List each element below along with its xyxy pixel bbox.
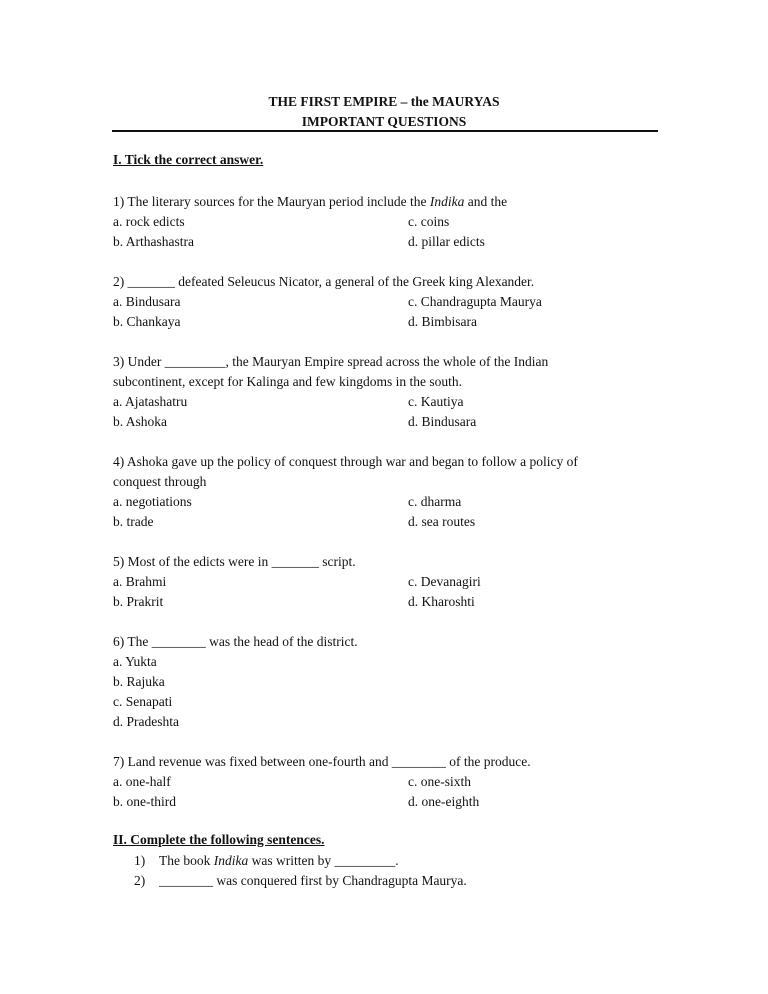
question-1-option-d: d. pillar edicts — [408, 234, 485, 249]
question-4-line-1: 4) Ashoka gave up the policy of conquest through war and began to follow a policy of — [113, 454, 578, 469]
question-2-option-a: a. Bindusara — [113, 294, 181, 309]
sentence-italic: Indika — [213, 853, 249, 868]
section-heading-2: II. Complete the following sentences. — [113, 832, 325, 847]
question-5-option-b: b. Prakrit — [113, 594, 164, 609]
title-divider — [112, 130, 658, 132]
title-block — [0, 92, 768, 132]
question-7: 7) Land revenue was fixed between one-fourth and ________ of the produce. — [113, 754, 531, 769]
question-4-option-a: a. negotiations — [113, 494, 192, 509]
sentence-text-pre: ________ was conquered first by Chandragupta Maurya. — [159, 873, 467, 888]
question-3-line-1: 3) Under _________, the Mauryan Empire spread across the whole of the Indian — [113, 354, 549, 369]
document-title: THE FIRST EMPIRE – the MAURYAS — [268, 94, 500, 109]
question-2-option-c: c. Chandragupta Maurya — [408, 294, 542, 309]
question-3-option-a: a. Ajatashatru — [113, 394, 188, 409]
question-2-option-d: d. Bimbisara — [408, 314, 477, 329]
section-heading-1: I. Tick the correct answer. — [113, 152, 264, 167]
question-3-option-c: c. Kautiya — [408, 394, 464, 409]
question-3-option-d: d. Bindusara — [408, 414, 477, 429]
question-4-option-b: b. trade — [113, 514, 154, 529]
question-4-option-c: c. dharma — [408, 494, 462, 509]
question-6: 6) The ________ was the head of the district. — [113, 634, 358, 649]
question-6-option-a: a. Yukta — [113, 654, 157, 669]
sentence-item — [134, 851, 399, 871]
question-1-option-b: b. Arthashastra — [113, 234, 194, 249]
question-1-text-post: and the — [464, 194, 508, 209]
question-5-option-a: a. Brahmi — [113, 574, 167, 589]
sentence-item — [134, 871, 467, 891]
sentence-number: 1) — [134, 853, 146, 868]
question-7-option-c: c. one-sixth — [408, 774, 471, 789]
question-2-option-b: b. Chankaya — [113, 314, 181, 329]
question-5-option-c: c. Devanagiri — [408, 574, 481, 589]
question-1-text-pre: 1) The literary sources for the Mauryan period include the — [113, 194, 430, 209]
sentence-text-pre: The book — [159, 853, 214, 868]
question-6-option-c: c. Senapati — [113, 694, 173, 709]
question-3-option-b: b. Ashoka — [113, 414, 167, 429]
document-subtitle: IMPORTANT QUESTIONS — [301, 114, 467, 129]
question-7-option-b: b. one-third — [113, 794, 176, 809]
question-2: 2) _______ defeated Seleucus Nicator, a general of the Greek king Alexander. — [113, 274, 535, 289]
question-6-option-b: b. Rajuka — [113, 674, 165, 689]
question-1-option-a: a. rock edicts — [113, 214, 185, 229]
question-3-line-2: subcontinent, except for Kalinga and few kingdoms in the south. — [113, 374, 463, 389]
question-1-option-c: c. coins — [408, 214, 450, 229]
question-5: 5) Most of the edicts were in _______ script. — [113, 554, 356, 569]
question-7-option-d: d. one-eighth — [408, 794, 480, 809]
sentence-number: 2) — [134, 873, 146, 888]
question-1-italic: Indika — [429, 194, 465, 209]
question-7-option-a: a. one-half — [113, 774, 171, 789]
question-5-option-d: d. Kharoshti — [408, 594, 475, 609]
question-6-option-d: d. Pradeshta — [113, 714, 179, 729]
question-4-line-2: conquest through — [113, 474, 207, 489]
sentence-text-post: was written by _________. — [248, 853, 399, 868]
question-1 — [113, 192, 507, 212]
question-4-option-d: d. sea routes — [408, 514, 476, 529]
